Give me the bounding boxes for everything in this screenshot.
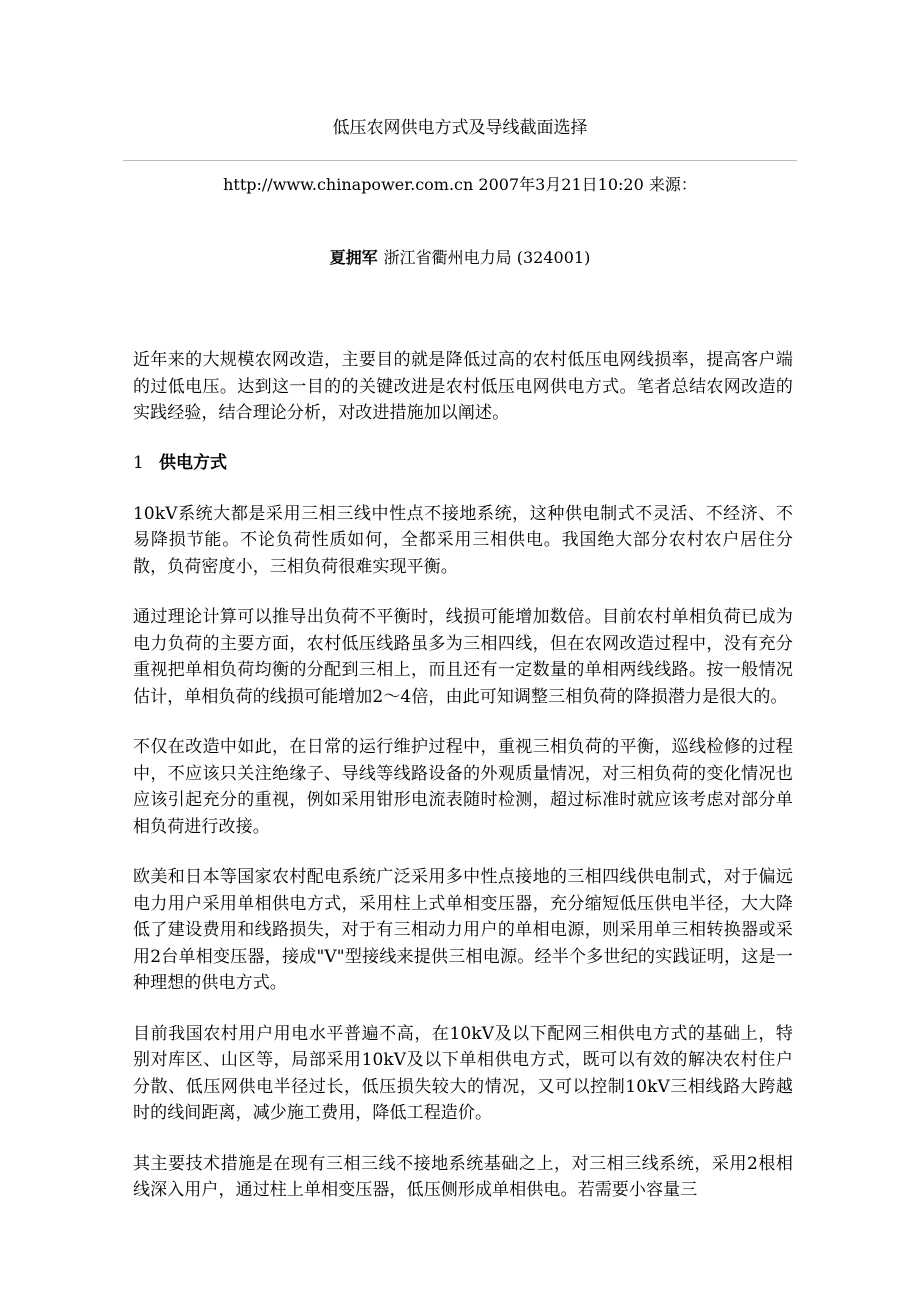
body-paragraph: 不仅在改造中如此，在日常的运行维护过程中，重视三相负荷的平衡，巡线检修的过程中，不应该只关注绝缘子、导线等线路设备的外观质量情况，对三相负荷的变化情况也应该引起充分的重视，例如采用钳形电流表随时检测，超过标准时就应该考虑对部分单相负荷进行改接。: [133, 737, 793, 837]
section-heading: [133, 451, 793, 475]
body-paragraph: 欧美和日本等国家农村配电系统广泛采用多中性点接地的三相四线供电制式，对于偏远电力用户采用单相供电方式，采用柱上式单相变压器，充分缩短低压供电半径，大大降低了建设费用和线路损失，对于有三相动力用户的单相电源，则采用单三相转换器或采用2台单相变压器，接成"V"型接线来提供三相电源。经半个多世纪的实践证明，这是一种理想的供电方式。: [133, 867, 793, 993]
body-paragraph: 目前我国农村用户用电水平普遍不高，在10kV及以下配网三相供电方式的基础上，特别对库区、山区等，局部采用10kV及以下单相供电方式，既可以有效的解决农村住户分散、低压网供电半径过长，低压损失较大的情况，又可以控制10kV三相线路大跨越时的线间距离，减少施工费用，降低工程造价。: [133, 1023, 793, 1123]
author-name: 夏拥军: [329, 248, 378, 267]
source-line: http://www.chinapower.com.cn 2007年3月21日10:20 来源：: [223, 175, 697, 194]
article-body: [133, 347, 793, 1228]
body-paragraph: 通过理论计算可以推导出负荷不平衡时，线损可能增加数倍。目前农村单相负荷已成为电力负荷的主要方面，农村低压线路虽多为三相四线，但在农网改造过程中，没有充分重视把单相负荷均衡的分配到三相上，而且还有一定数量的单相两线线路。按一般情况估计，单相负荷的线损可能增加2～4倍，由此可知调整三相负荷的降损潜力是很大的。: [133, 607, 793, 707]
author-line: [0, 247, 920, 269]
article-title: 低压农网供电方式及导线截面选择: [332, 118, 588, 138]
body-paragraph: 其主要技术措施是在现有三相三线不接地系统基础之上，对三相三线系统，采用2根相线深入用户，通过柱上单相变压器，低压侧形成单相供电。若需要小容量三: [133, 1153, 793, 1200]
section-title: 供电方式: [159, 452, 227, 473]
title-divider: [123, 160, 797, 161]
intro-paragraph: 近年来的大规模农网改造，主要目的就是降低过高的农村低压电网线损率，提高客户端的过低电压。达到这一目的的关键改进是农村低压电网供电方式。笔者总结农网改造的实践经验，结合理论分析，对改进措施加以阐述。: [133, 350, 793, 423]
section-number: 1: [133, 452, 144, 473]
author-affiliation: 浙江省衢州电力局 (324001): [383, 248, 591, 267]
body-paragraph: 10kV系统大都是采用三相三线中性点不接地系统，这种供电制式不灵活、不经济、不易降损节能。不论负荷性质如何，全都采用三相供电。我国绝大部分农村农户居住分散，负荷密度小，三相负荷很难实现平衡。: [133, 503, 793, 577]
